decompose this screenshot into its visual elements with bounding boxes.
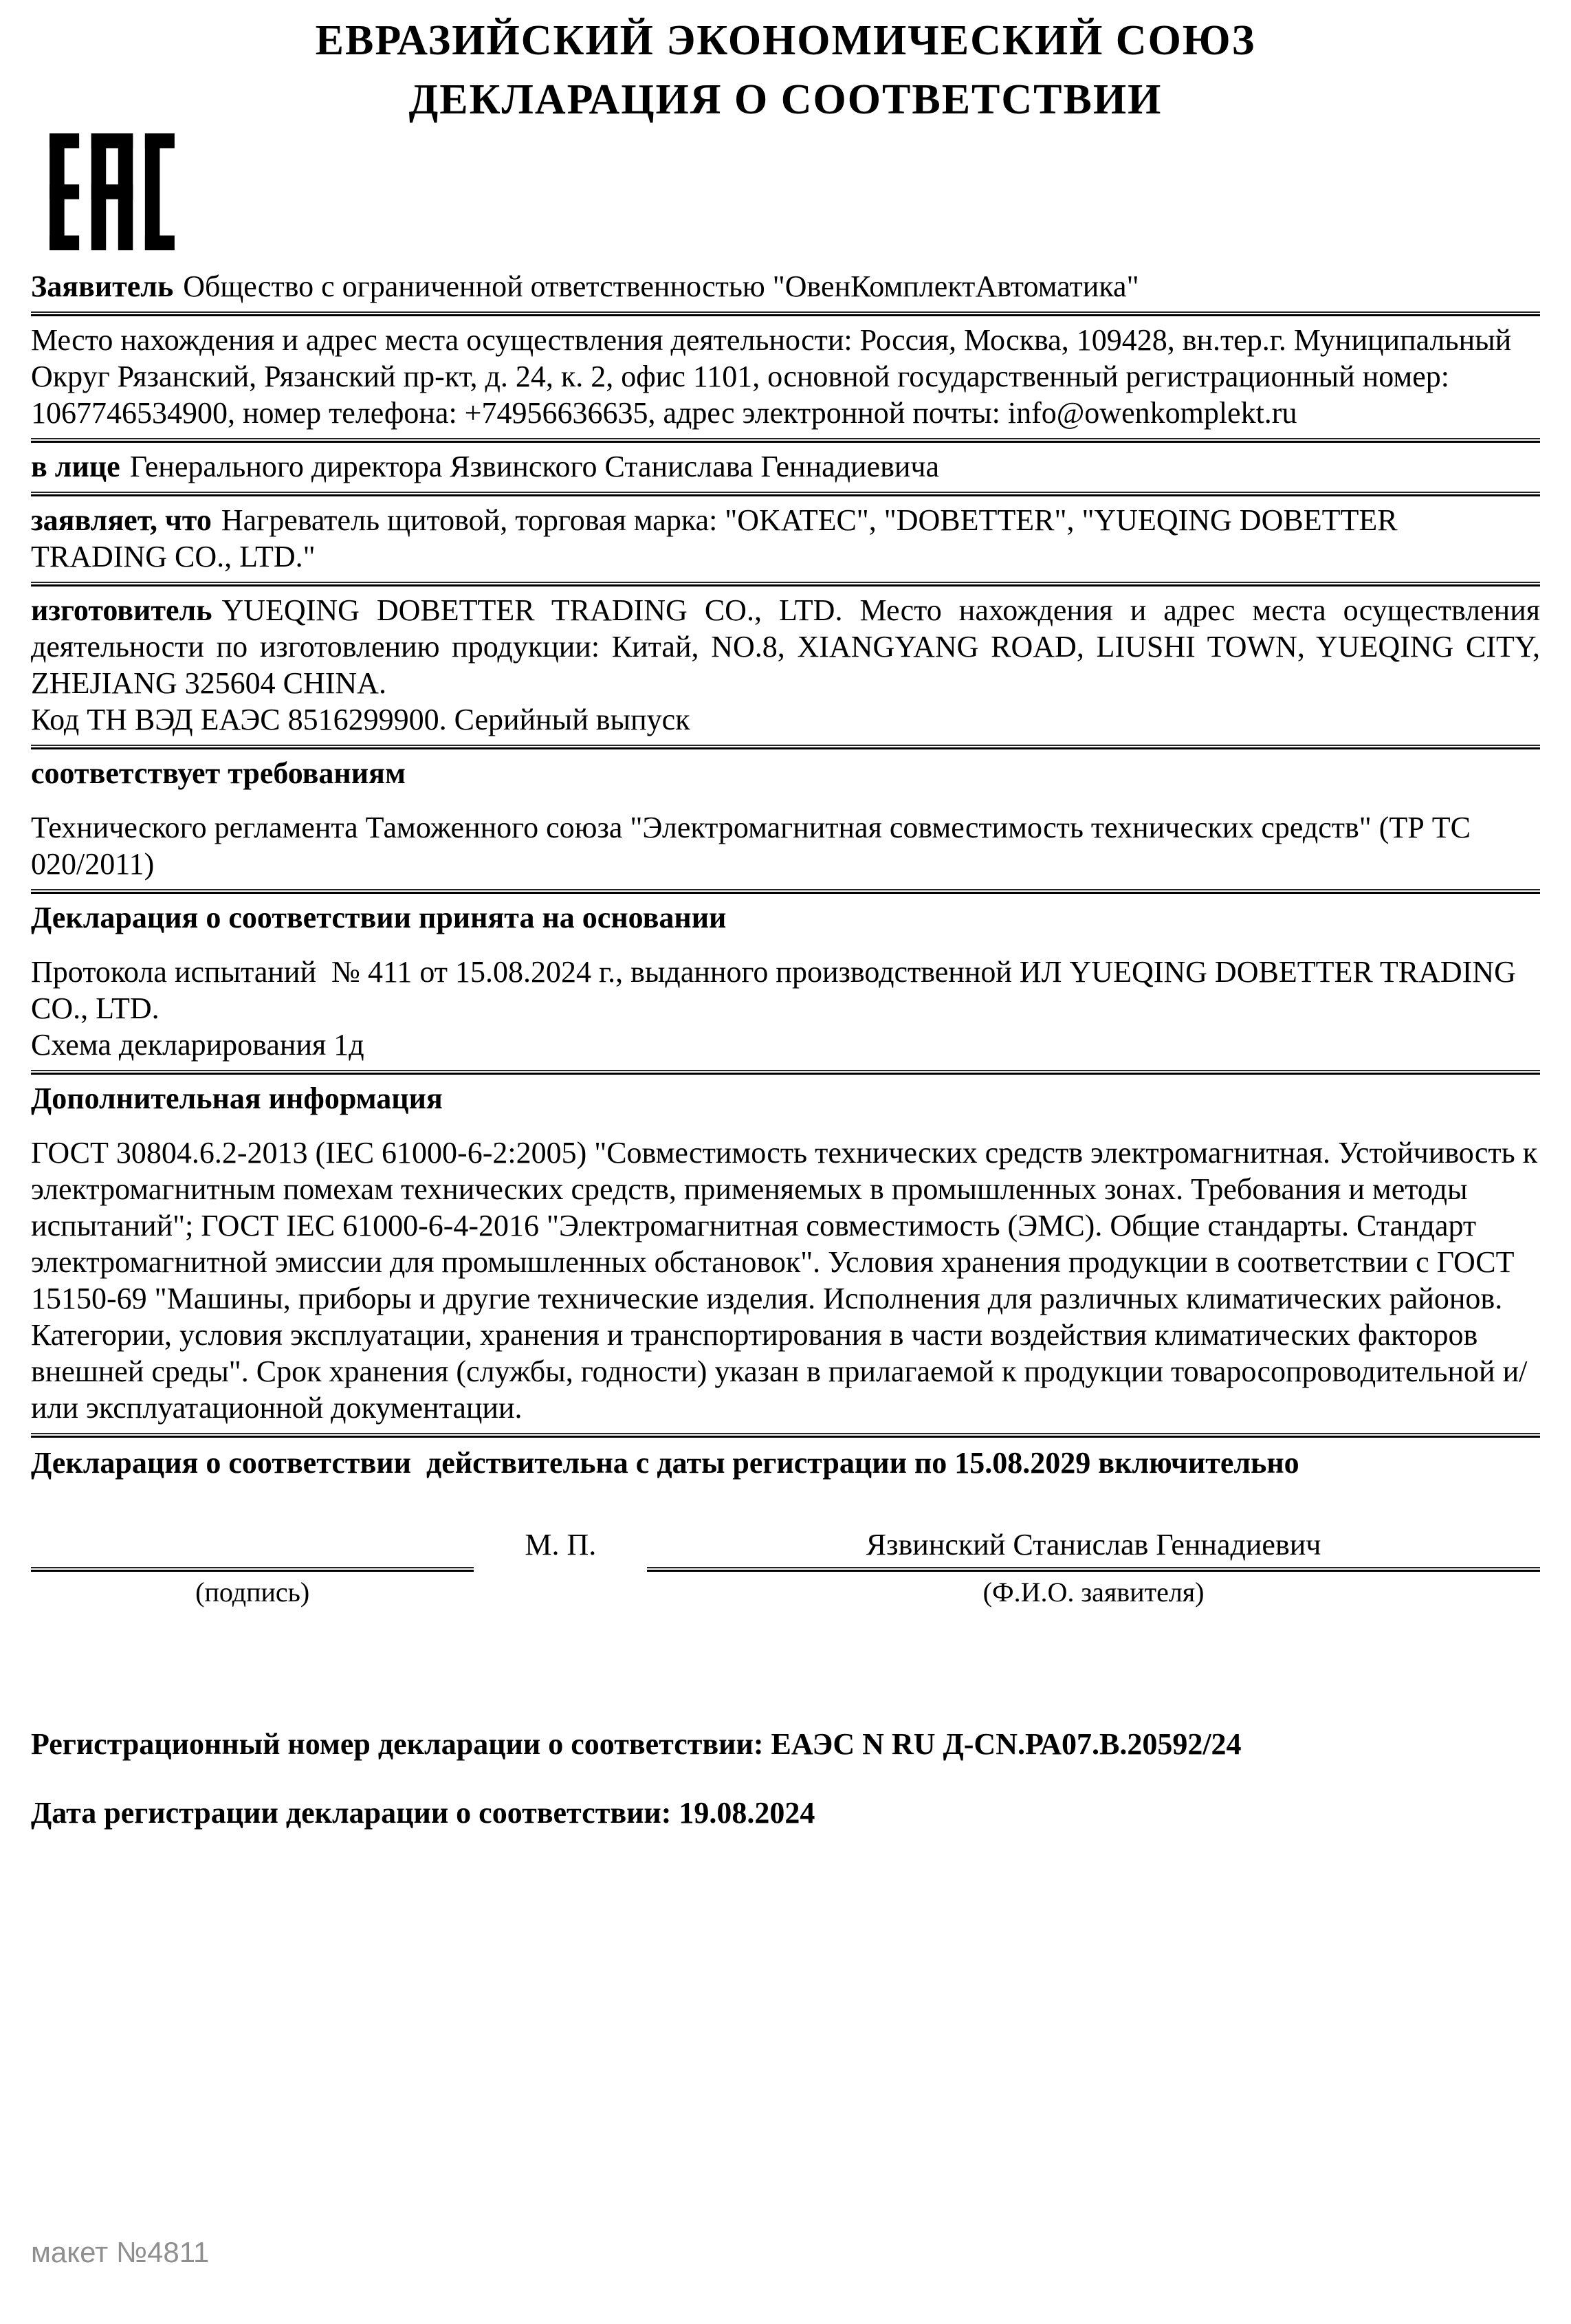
signature-column: [31, 1526, 474, 1609]
declares-that-line: [31, 502, 1540, 575]
layout-number-note: макет №4811: [31, 2236, 210, 2268]
eac-mark-icon: [48, 133, 176, 250]
represented-by-section: [31, 443, 1540, 492]
applicant-value: Общество с ограниченной ответственностью "ОвенКомплектАвтоматика": [183, 270, 1139, 303]
title-line-union: ЕВРАЗИЙСКИЙ ЭКОНОМИЧЕСКИЙ СОЮЗ: [315, 17, 1256, 64]
stamp-label: М. П.: [525, 1528, 597, 1561]
applicant-label: Заявитель: [31, 270, 174, 303]
validity-line: Декларация о соответствии действительна с даты регистрации по 15.08.2029 включительно: [31, 1446, 1299, 1480]
product-description: Нагреватель щитовой, торговая марка: "OKATEC", "DOBETTER", "YUEQING DOBETTER TRADING CO., LTD.": [31, 503, 1398, 573]
represented-by-label: в лице: [31, 450, 120, 483]
declarant-name-line: [647, 1567, 1540, 1572]
declarant-name-caption: (Ф.И.О. заявителя): [982, 1577, 1205, 1608]
section-divider: [31, 889, 1540, 894]
basis-text: Протокола испытаний № 411 от 15.08.2024 г., выданного производственной ИЛ YUEQING DOBETTER TRADING CO., LTD.: [31, 955, 1524, 1025]
represented-by-value: Генерального директора Язвинского Станислава Геннадиевича: [129, 450, 940, 483]
compliance-text: Технического регламента Таможенного союза "Электромагнитная совместимость технических средств" (ТР ТС 020/2011): [31, 811, 1471, 881]
manufacturer-label: изготовитель: [31, 593, 212, 627]
section-divider: [31, 492, 1540, 496]
basis-heading: Декларация о соответствии принята на основании: [31, 901, 727, 934]
declaration-body: [31, 268, 1540, 1831]
declarant-name: Язвинский Станислав Геннадиевич: [866, 1528, 1321, 1561]
section-divider: [31, 438, 1540, 443]
declares-that-section: [31, 496, 1540, 582]
signature-line: [31, 1567, 474, 1572]
page-title: [0, 0, 1571, 129]
stamp-placeholder: [474, 1526, 647, 1563]
additional-info-text: ГОСТ 30804.6.2-2013 (IEC 61000-6-2:2005) "Совместимость технических средств электромагнитная. Устойчивость к электромагнитным помехам технических средств, применяемых в промышленных зонах. Требования и методы испытаний"; ГОСТ IEC 61000-6-4-2016 "Электромагнитная совместимость (ЭМС). Общие стандарты. Стандарт электромагнитной эмиссии для промышленных обстановок". Условия хранения продукции в соответствии с ГОСТ 15150-69 "Машины, приборы и другие технические изделия. Исполнения для различных климатических районов. Категории, условия эксплуатации, хранения и транспортирования в части воздействия климатических факторов внешней среды". Срок хранения (службы, годности) указан в прилагаемой к продукции товаросопроводительной и/или эксплуатационной документации.: [31, 1136, 1538, 1425]
applicant-address-section: [31, 316, 1540, 438]
applicant-address: Место нахождения и адрес места осуществления деятельности: Россия, Москва, 109428, вн.тер.г. Муниципальный Округ Рязанский, Рязанский пр-кт, д. 24, к. 2, офис 1101, основной государственный регистрационный номер: 1067746534900, номер телефона: +74956636635, адрес электронной почты: info@owenkomplekt.ru: [31, 323, 1512, 430]
manufacturer-value: YUEQING DOBETTER TRADING CO., LTD. Место нахождения и адрес места осуществления деятельности по изготовлению продукции: Китай, NO.8, XIANGYANG ROAD, LIUSHI TOWN, YUEQING CITY, ZHEJIANG 325604 CHINA.: [31, 593, 1540, 700]
validity-section: [31, 1438, 1540, 1481]
signature-space: [31, 1526, 474, 1563]
registration-date-line: Дата регистрации декларации о соответствии: 19.08.2024: [31, 1796, 815, 1830]
eac-mark-logo: [48, 133, 176, 250]
section-divider: [31, 745, 1540, 749]
manufacturer-section: [31, 587, 1540, 745]
section-divider: [31, 1433, 1540, 1438]
title-line-declaration: ДЕКЛАРАЦИЯ О СООТВЕТСТВИИ: [408, 76, 1163, 123]
applicant-section: [31, 268, 1540, 311]
signature-block: [31, 1526, 1540, 1609]
registration-number-line: Регистрационный номер декларации о соответствии: ЕАЭС N RU Д-CN.РА07.В.20592/24: [31, 1727, 1242, 1761]
represented-by-line: [31, 448, 1540, 485]
applicant-line: [31, 268, 1540, 305]
declaration-scheme: Схема декларирования 1д: [31, 1028, 364, 1062]
section-divider: [31, 1070, 1540, 1075]
signature-caption: (подпись): [195, 1577, 310, 1608]
tn-ved-line: Код ТН ВЭД ЕАЭС 8516299900. Серийный выпуск: [31, 703, 690, 736]
additional-info-heading: Дополнительная информация: [31, 1082, 443, 1115]
compliance-heading: соответствует требованиям: [31, 756, 406, 790]
declares-that-label: заявляет, что: [31, 503, 212, 537]
additional-info-section: [31, 1075, 1540, 1433]
section-divider: [31, 582, 1540, 587]
compliance-section: [31, 749, 1540, 889]
declarant-name-column: [647, 1526, 1540, 1609]
manufacturer-line: [31, 592, 1540, 701]
section-divider: [31, 311, 1540, 316]
basis-section: [31, 894, 1540, 1070]
